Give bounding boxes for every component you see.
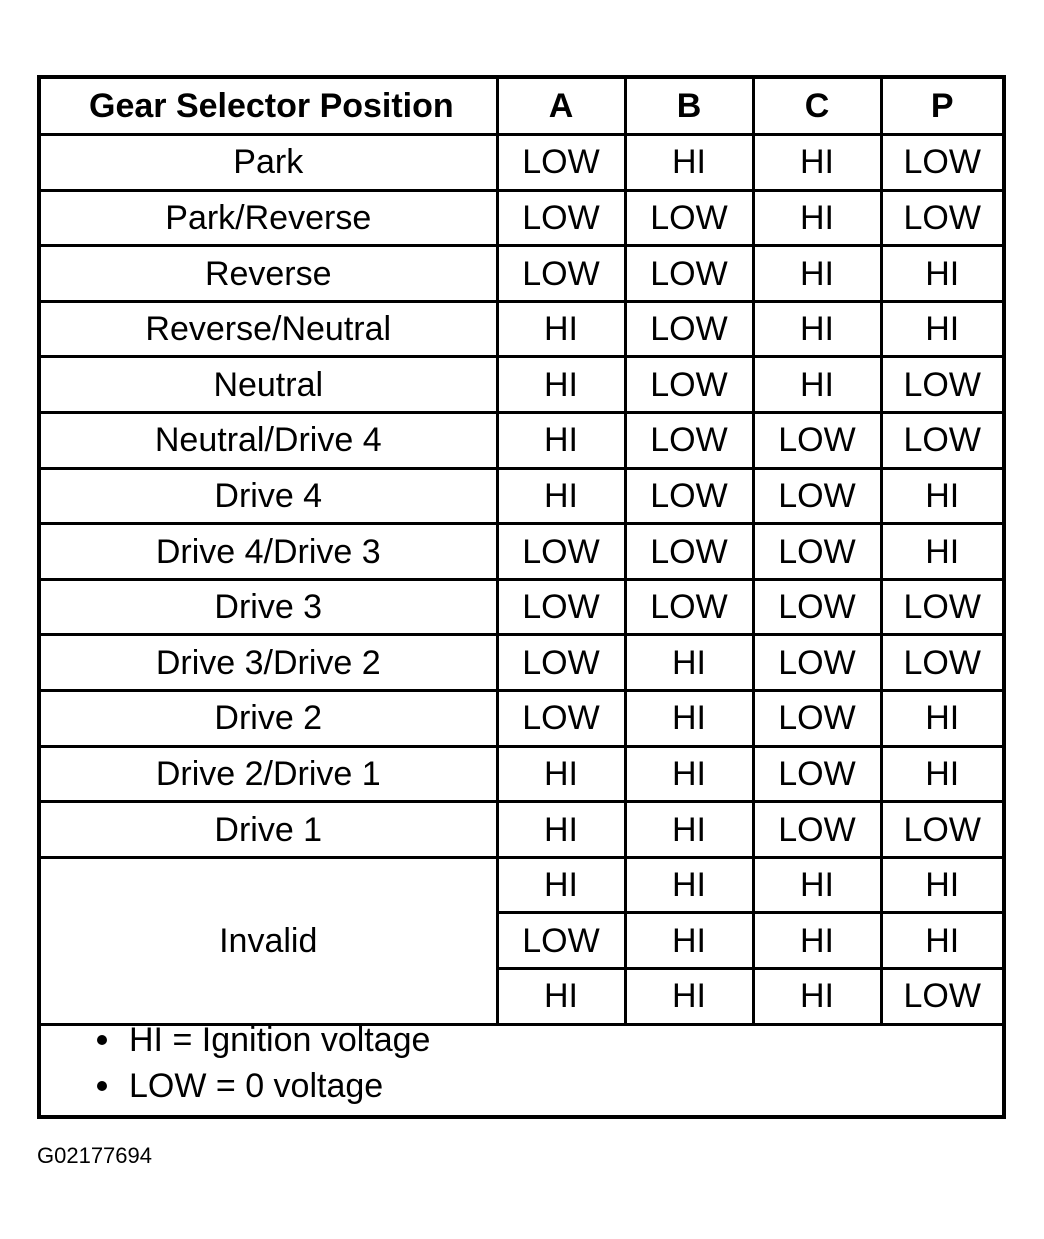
signal-p-cell: HI bbox=[881, 468, 1002, 524]
signal-b-cell: HI bbox=[625, 913, 753, 969]
signal-a-cell: LOW bbox=[497, 246, 625, 302]
signal-a-cell: LOW bbox=[497, 190, 625, 246]
bullet-icon bbox=[97, 1081, 107, 1091]
gear-position-cell-invalid: Invalid bbox=[41, 857, 497, 1024]
signal-a-cell: LOW bbox=[497, 579, 625, 635]
signal-p-cell: LOW bbox=[881, 413, 1002, 469]
column-header-c: C bbox=[753, 79, 881, 135]
table-row bbox=[41, 691, 1002, 747]
column-header-a: A bbox=[497, 79, 625, 135]
gear-position-cell: Drive 3 bbox=[41, 579, 497, 635]
signal-p-cell: HI bbox=[881, 524, 1002, 580]
signal-b-cell: HI bbox=[625, 135, 753, 191]
signal-a-cell: HI bbox=[497, 413, 625, 469]
signal-p-cell: LOW bbox=[881, 969, 1002, 1025]
legend-item-hi bbox=[97, 1017, 1002, 1063]
signal-b-cell: HI bbox=[625, 635, 753, 691]
gear-position-cell: Drive 4/Drive 3 bbox=[41, 524, 497, 580]
signal-p-cell: HI bbox=[881, 301, 1002, 357]
gear-position-cell: Neutral/Drive 4 bbox=[41, 413, 497, 469]
column-header-position: Gear Selector Position bbox=[41, 79, 497, 135]
signal-b-cell: LOW bbox=[625, 579, 753, 635]
signal-p-cell: HI bbox=[881, 913, 1002, 969]
gear-position-cell: Drive 1 bbox=[41, 802, 497, 858]
column-header-p: P bbox=[881, 79, 1002, 135]
table-header-row bbox=[41, 79, 1002, 135]
signal-p-cell: LOW bbox=[881, 579, 1002, 635]
signal-c-cell: LOW bbox=[753, 802, 881, 858]
table-body bbox=[41, 135, 1002, 1025]
signal-a-cell: LOW bbox=[497, 524, 625, 580]
signal-p-cell: LOW bbox=[881, 635, 1002, 691]
signal-a-cell: HI bbox=[497, 857, 625, 913]
signal-b-cell: LOW bbox=[625, 301, 753, 357]
signal-c-cell: LOW bbox=[753, 579, 881, 635]
legend-text-low: LOW = 0 voltage bbox=[129, 1067, 384, 1105]
signal-b-cell: HI bbox=[625, 746, 753, 802]
signal-a-cell: HI bbox=[497, 969, 625, 1025]
gear-position-cell: Park bbox=[41, 135, 497, 191]
signal-b-cell: LOW bbox=[625, 468, 753, 524]
signal-p-cell: LOW bbox=[881, 135, 1002, 191]
signal-b-cell: HI bbox=[625, 802, 753, 858]
signal-a-cell: HI bbox=[497, 802, 625, 858]
signal-a-cell: HI bbox=[497, 468, 625, 524]
signal-b-cell: HI bbox=[625, 857, 753, 913]
table-row bbox=[41, 413, 1002, 469]
signal-c-cell: LOW bbox=[753, 746, 881, 802]
bullet-icon bbox=[97, 1035, 107, 1045]
signal-c-cell: LOW bbox=[753, 524, 881, 580]
signal-b-cell: HI bbox=[625, 691, 753, 747]
table-row bbox=[41, 357, 1002, 413]
signal-c-cell: HI bbox=[753, 190, 881, 246]
signal-c-cell: HI bbox=[753, 301, 881, 357]
legend bbox=[41, 1017, 1002, 1109]
legend-text-hi: HI = Ignition voltage bbox=[129, 1021, 431, 1059]
signal-a-cell: LOW bbox=[497, 135, 625, 191]
signal-c-cell: HI bbox=[753, 913, 881, 969]
gear-position-cell: Drive 4 bbox=[41, 468, 497, 524]
signal-b-cell: LOW bbox=[625, 413, 753, 469]
signal-p-cell: LOW bbox=[881, 190, 1002, 246]
signal-c-cell: HI bbox=[753, 135, 881, 191]
signal-a-cell: HI bbox=[497, 746, 625, 802]
signal-a-cell: LOW bbox=[497, 635, 625, 691]
signal-a-cell: HI bbox=[497, 357, 625, 413]
signal-a-cell: HI bbox=[497, 301, 625, 357]
legend-item-low bbox=[97, 1063, 1002, 1109]
signal-b-cell: LOW bbox=[625, 524, 753, 580]
table-row bbox=[41, 635, 1002, 691]
table-row bbox=[41, 190, 1002, 246]
signal-p-cell: HI bbox=[881, 691, 1002, 747]
signal-c-cell: LOW bbox=[753, 635, 881, 691]
column-header-b: B bbox=[625, 79, 753, 135]
signal-p-cell: HI bbox=[881, 246, 1002, 302]
table-row bbox=[41, 135, 1002, 191]
table-row bbox=[41, 802, 1002, 858]
table-row-invalid bbox=[41, 857, 1002, 913]
signal-b-cell: LOW bbox=[625, 246, 753, 302]
signal-c-cell: HI bbox=[753, 969, 881, 1025]
signal-c-cell: HI bbox=[753, 857, 881, 913]
signal-b-cell: HI bbox=[625, 969, 753, 1025]
signal-c-cell: LOW bbox=[753, 468, 881, 524]
signal-p-cell: LOW bbox=[881, 357, 1002, 413]
gear-selector-table bbox=[41, 79, 1002, 1026]
table-row bbox=[41, 579, 1002, 635]
gear-position-cell: Park/Reverse bbox=[41, 190, 497, 246]
gear-position-cell: Reverse/Neutral bbox=[41, 301, 497, 357]
signal-p-cell: HI bbox=[881, 857, 1002, 913]
signal-c-cell: HI bbox=[753, 357, 881, 413]
gear-selector-table-frame bbox=[37, 75, 1006, 1119]
gear-position-cell: Reverse bbox=[41, 246, 497, 302]
signal-c-cell: LOW bbox=[753, 691, 881, 747]
figure-id: G02177694 bbox=[37, 1143, 152, 1168]
table-row bbox=[41, 524, 1002, 580]
signal-c-cell: HI bbox=[753, 246, 881, 302]
table-row bbox=[41, 246, 1002, 302]
gear-position-cell: Drive 2 bbox=[41, 691, 497, 747]
signal-b-cell: LOW bbox=[625, 190, 753, 246]
gear-position-cell: Neutral bbox=[41, 357, 497, 413]
table-row bbox=[41, 468, 1002, 524]
signal-b-cell: LOW bbox=[625, 357, 753, 413]
signal-c-cell: LOW bbox=[753, 413, 881, 469]
table-row bbox=[41, 301, 1002, 357]
gear-position-cell: Drive 2/Drive 1 bbox=[41, 746, 497, 802]
table-row bbox=[41, 746, 1002, 802]
signal-a-cell: LOW bbox=[497, 691, 625, 747]
gear-position-cell: Drive 3/Drive 2 bbox=[41, 635, 497, 691]
signal-p-cell: HI bbox=[881, 746, 1002, 802]
signal-p-cell: LOW bbox=[881, 802, 1002, 858]
signal-a-cell: LOW bbox=[497, 913, 625, 969]
